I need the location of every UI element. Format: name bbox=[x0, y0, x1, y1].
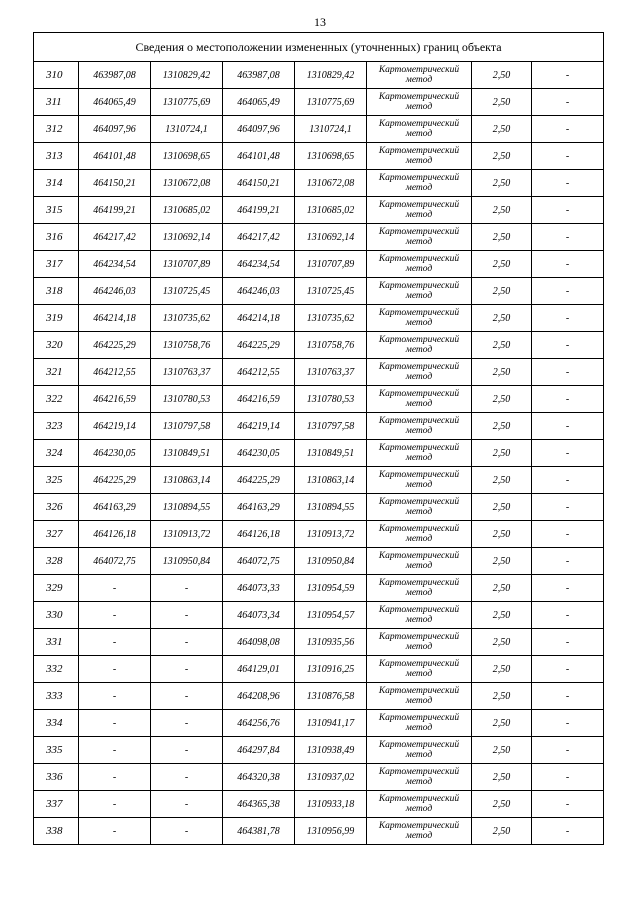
new-x-cell: 464225,29 bbox=[223, 467, 295, 494]
point-number-cell: 336 bbox=[34, 764, 79, 791]
old-y-cell: 1310758,76 bbox=[151, 332, 223, 359]
description-cell: - bbox=[532, 575, 604, 602]
method-cell: Картометрический метод bbox=[367, 386, 472, 413]
new-y-cell: 1310758,76 bbox=[295, 332, 367, 359]
new-y-cell: 1310685,02 bbox=[295, 197, 367, 224]
table-row bbox=[34, 170, 604, 197]
accuracy-cell: 2,50 bbox=[472, 602, 532, 629]
method-cell: Картометрический метод bbox=[367, 737, 472, 764]
table-row bbox=[34, 818, 604, 845]
table-row bbox=[34, 197, 604, 224]
new-y-cell: 1310775,69 bbox=[295, 89, 367, 116]
table-row bbox=[34, 575, 604, 602]
description-cell: - bbox=[532, 413, 604, 440]
method-cell: Картометрический метод bbox=[367, 440, 472, 467]
old-x-cell: 464216,59 bbox=[79, 386, 151, 413]
table-row bbox=[34, 683, 604, 710]
new-x-cell: 464163,29 bbox=[223, 494, 295, 521]
description-cell: - bbox=[532, 602, 604, 629]
accuracy-cell: 2,50 bbox=[472, 170, 532, 197]
point-number-cell: 332 bbox=[34, 656, 79, 683]
table-title: Сведения о местоположении измененных (уточненных) границ объекта bbox=[34, 33, 604, 62]
old-x-cell: - bbox=[79, 737, 151, 764]
point-number-cell: 324 bbox=[34, 440, 79, 467]
new-y-cell: 1310672,08 bbox=[295, 170, 367, 197]
new-x-cell: 464320,38 bbox=[223, 764, 295, 791]
new-y-cell: 1310935,56 bbox=[295, 629, 367, 656]
old-y-cell: 1310698,65 bbox=[151, 143, 223, 170]
table-row bbox=[34, 791, 604, 818]
new-x-cell: 464230,05 bbox=[223, 440, 295, 467]
table-row bbox=[34, 467, 604, 494]
old-x-cell: 464217,42 bbox=[79, 224, 151, 251]
description-cell: - bbox=[532, 116, 604, 143]
point-number-cell: 321 bbox=[34, 359, 79, 386]
method-cell: Картометрический метод bbox=[367, 791, 472, 818]
old-y-cell: - bbox=[151, 602, 223, 629]
new-y-cell: 1310876,58 bbox=[295, 683, 367, 710]
new-x-cell: 464097,96 bbox=[223, 116, 295, 143]
accuracy-cell: 2,50 bbox=[472, 467, 532, 494]
table-row bbox=[34, 359, 604, 386]
old-y-cell: - bbox=[151, 764, 223, 791]
accuracy-cell: 2,50 bbox=[472, 629, 532, 656]
old-y-cell: 1310863,14 bbox=[151, 467, 223, 494]
old-x-cell: 464101,48 bbox=[79, 143, 151, 170]
new-x-cell: 464225,29 bbox=[223, 332, 295, 359]
new-x-cell: 464214,18 bbox=[223, 305, 295, 332]
point-number-cell: 338 bbox=[34, 818, 79, 845]
accuracy-cell: 2,50 bbox=[472, 116, 532, 143]
accuracy-cell: 2,50 bbox=[472, 656, 532, 683]
accuracy-cell: 2,50 bbox=[472, 278, 532, 305]
method-cell: Картометрический метод bbox=[367, 170, 472, 197]
new-y-cell: 1310894,55 bbox=[295, 494, 367, 521]
method-cell: Картометрический метод bbox=[367, 359, 472, 386]
old-x-cell: - bbox=[79, 818, 151, 845]
new-x-cell: 464365,38 bbox=[223, 791, 295, 818]
point-number-cell: 314 bbox=[34, 170, 79, 197]
page-number: 13 bbox=[314, 15, 326, 29]
description-cell: - bbox=[532, 737, 604, 764]
accuracy-cell: 2,50 bbox=[472, 386, 532, 413]
point-number-cell: 326 bbox=[34, 494, 79, 521]
method-cell: Картометрический метод bbox=[367, 197, 472, 224]
method-cell: Картометрический метод bbox=[367, 710, 472, 737]
description-cell: - bbox=[532, 332, 604, 359]
method-cell: Картометрический метод bbox=[367, 251, 472, 278]
accuracy-cell: 2,50 bbox=[472, 548, 532, 575]
table-row bbox=[34, 521, 604, 548]
description-cell: - bbox=[532, 197, 604, 224]
accuracy-cell: 2,50 bbox=[472, 818, 532, 845]
new-y-cell: 1310933,18 bbox=[295, 791, 367, 818]
point-number-cell: 318 bbox=[34, 278, 79, 305]
point-number-cell: 312 bbox=[34, 116, 79, 143]
description-cell: - bbox=[532, 521, 604, 548]
new-y-cell: 1310698,65 bbox=[295, 143, 367, 170]
table-row bbox=[34, 629, 604, 656]
description-cell: - bbox=[532, 629, 604, 656]
table-row bbox=[34, 143, 604, 170]
description-cell: - bbox=[532, 683, 604, 710]
accuracy-cell: 2,50 bbox=[472, 224, 532, 251]
description-cell: - bbox=[532, 386, 604, 413]
old-y-cell: 1310707,89 bbox=[151, 251, 223, 278]
new-x-cell: 464073,33 bbox=[223, 575, 295, 602]
table-row bbox=[34, 116, 604, 143]
old-y-cell: 1310672,08 bbox=[151, 170, 223, 197]
new-x-cell: 464073,34 bbox=[223, 602, 295, 629]
method-cell: Картометрический метод bbox=[367, 62, 472, 89]
new-x-cell: 463987,08 bbox=[223, 62, 295, 89]
new-x-cell: 464208,96 bbox=[223, 683, 295, 710]
new-x-cell: 464072,75 bbox=[223, 548, 295, 575]
point-number-cell: 335 bbox=[34, 737, 79, 764]
new-y-cell: 1310725,45 bbox=[295, 278, 367, 305]
point-number-cell: 328 bbox=[34, 548, 79, 575]
table-row bbox=[34, 62, 604, 89]
accuracy-cell: 2,50 bbox=[472, 683, 532, 710]
point-number-cell: 333 bbox=[34, 683, 79, 710]
new-y-cell: 1310692,14 bbox=[295, 224, 367, 251]
method-cell: Картометрический метод bbox=[367, 656, 472, 683]
point-number-cell: 315 bbox=[34, 197, 79, 224]
table-row bbox=[34, 656, 604, 683]
old-x-cell: 464225,29 bbox=[79, 332, 151, 359]
old-x-cell: - bbox=[79, 629, 151, 656]
description-cell: - bbox=[532, 818, 604, 845]
old-x-cell: - bbox=[79, 791, 151, 818]
old-x-cell: 464219,14 bbox=[79, 413, 151, 440]
table-title-row bbox=[34, 33, 604, 62]
accuracy-cell: 2,50 bbox=[472, 494, 532, 521]
point-number-cell: 323 bbox=[34, 413, 79, 440]
old-y-cell: - bbox=[151, 737, 223, 764]
method-cell: Картометрический метод bbox=[367, 413, 472, 440]
point-number-cell: 331 bbox=[34, 629, 79, 656]
accuracy-cell: 2,50 bbox=[472, 764, 532, 791]
description-cell: - bbox=[532, 548, 604, 575]
method-cell: Картометрический метод bbox=[367, 224, 472, 251]
description-cell: - bbox=[532, 467, 604, 494]
point-number-cell: 316 bbox=[34, 224, 79, 251]
table-row bbox=[34, 413, 604, 440]
description-cell: - bbox=[532, 251, 604, 278]
new-x-cell: 464256,76 bbox=[223, 710, 295, 737]
table-body bbox=[34, 62, 604, 845]
accuracy-cell: 2,50 bbox=[472, 305, 532, 332]
new-y-cell: 1310938,49 bbox=[295, 737, 367, 764]
new-x-cell: 464246,03 bbox=[223, 278, 295, 305]
accuracy-cell: 2,50 bbox=[472, 413, 532, 440]
old-x-cell: 464214,18 bbox=[79, 305, 151, 332]
new-y-cell: 1310916,25 bbox=[295, 656, 367, 683]
description-cell: - bbox=[532, 89, 604, 116]
old-y-cell: 1310725,45 bbox=[151, 278, 223, 305]
method-cell: Картометрический метод bbox=[367, 683, 472, 710]
description-cell: - bbox=[532, 764, 604, 791]
old-x-cell: 463987,08 bbox=[79, 62, 151, 89]
accuracy-cell: 2,50 bbox=[472, 197, 532, 224]
new-x-cell: 464101,48 bbox=[223, 143, 295, 170]
new-y-cell: 1310954,57 bbox=[295, 602, 367, 629]
accuracy-cell: 2,50 bbox=[472, 62, 532, 89]
method-cell: Картометрический метод bbox=[367, 764, 472, 791]
new-y-cell: 1310954,59 bbox=[295, 575, 367, 602]
table-row bbox=[34, 251, 604, 278]
table-row bbox=[34, 764, 604, 791]
accuracy-cell: 2,50 bbox=[472, 575, 532, 602]
new-y-cell: 1310763,37 bbox=[295, 359, 367, 386]
description-cell: - bbox=[532, 656, 604, 683]
point-number-cell: 330 bbox=[34, 602, 79, 629]
accuracy-cell: 2,50 bbox=[472, 251, 532, 278]
old-y-cell: - bbox=[151, 710, 223, 737]
old-x-cell: 464246,03 bbox=[79, 278, 151, 305]
new-x-cell: 464234,54 bbox=[223, 251, 295, 278]
description-cell: - bbox=[532, 62, 604, 89]
new-y-cell: 1310941,17 bbox=[295, 710, 367, 737]
table-row bbox=[34, 602, 604, 629]
new-y-cell: 1310937,02 bbox=[295, 764, 367, 791]
old-x-cell: 464212,55 bbox=[79, 359, 151, 386]
new-x-cell: 464098,08 bbox=[223, 629, 295, 656]
accuracy-cell: 2,50 bbox=[472, 359, 532, 386]
old-y-cell: 1310763,37 bbox=[151, 359, 223, 386]
description-cell: - bbox=[532, 791, 604, 818]
method-cell: Картометрический метод bbox=[367, 629, 472, 656]
old-y-cell: 1310780,53 bbox=[151, 386, 223, 413]
old-y-cell: - bbox=[151, 683, 223, 710]
method-cell: Картометрический метод bbox=[367, 116, 472, 143]
old-x-cell: 464230,05 bbox=[79, 440, 151, 467]
old-y-cell: 1310829,42 bbox=[151, 62, 223, 89]
old-y-cell: 1310724,1 bbox=[151, 116, 223, 143]
new-x-cell: 464150,21 bbox=[223, 170, 295, 197]
old-x-cell: 464225,29 bbox=[79, 467, 151, 494]
new-x-cell: 464199,21 bbox=[223, 197, 295, 224]
table-row bbox=[34, 440, 604, 467]
new-x-cell: 464212,55 bbox=[223, 359, 295, 386]
description-cell: - bbox=[532, 278, 604, 305]
new-y-cell: 1310950,84 bbox=[295, 548, 367, 575]
method-cell: Картометрический метод bbox=[367, 548, 472, 575]
method-cell: Картометрический метод bbox=[367, 494, 472, 521]
old-y-cell: 1310849,51 bbox=[151, 440, 223, 467]
new-y-cell: 1310707,89 bbox=[295, 251, 367, 278]
method-cell: Картометрический метод bbox=[367, 305, 472, 332]
old-y-cell: - bbox=[151, 575, 223, 602]
table-row bbox=[34, 332, 604, 359]
table-row bbox=[34, 494, 604, 521]
method-cell: Картометрический метод bbox=[367, 332, 472, 359]
method-cell: Картометрический метод bbox=[367, 818, 472, 845]
description-cell: - bbox=[532, 440, 604, 467]
old-y-cell: 1310913,72 bbox=[151, 521, 223, 548]
old-x-cell: - bbox=[79, 602, 151, 629]
old-y-cell: - bbox=[151, 629, 223, 656]
old-y-cell: 1310692,14 bbox=[151, 224, 223, 251]
old-y-cell: 1310735,62 bbox=[151, 305, 223, 332]
description-cell: - bbox=[532, 143, 604, 170]
old-x-cell: 464234,54 bbox=[79, 251, 151, 278]
new-y-cell: 1310797,58 bbox=[295, 413, 367, 440]
new-x-cell: 464216,59 bbox=[223, 386, 295, 413]
description-cell: - bbox=[532, 359, 604, 386]
old-y-cell: - bbox=[151, 791, 223, 818]
table-row bbox=[34, 89, 604, 116]
new-y-cell: 1310849,51 bbox=[295, 440, 367, 467]
table-row bbox=[34, 305, 604, 332]
new-y-cell: 1310829,42 bbox=[295, 62, 367, 89]
point-number-cell: 317 bbox=[34, 251, 79, 278]
old-x-cell: 464072,75 bbox=[79, 548, 151, 575]
table-row bbox=[34, 737, 604, 764]
old-x-cell: - bbox=[79, 764, 151, 791]
new-y-cell: 1310913,72 bbox=[295, 521, 367, 548]
method-cell: Картометрический метод bbox=[367, 143, 472, 170]
accuracy-cell: 2,50 bbox=[472, 332, 532, 359]
old-x-cell: 464065,49 bbox=[79, 89, 151, 116]
point-number-cell: 329 bbox=[34, 575, 79, 602]
old-x-cell: - bbox=[79, 656, 151, 683]
new-x-cell: 464065,49 bbox=[223, 89, 295, 116]
table-row bbox=[34, 386, 604, 413]
old-x-cell: - bbox=[79, 683, 151, 710]
method-cell: Картометрический метод bbox=[367, 602, 472, 629]
new-y-cell: 1310724,1 bbox=[295, 116, 367, 143]
new-y-cell: 1310735,62 bbox=[295, 305, 367, 332]
accuracy-cell: 2,50 bbox=[472, 791, 532, 818]
accuracy-cell: 2,50 bbox=[472, 737, 532, 764]
method-cell: Картометрический метод bbox=[367, 521, 472, 548]
new-y-cell: 1310780,53 bbox=[295, 386, 367, 413]
accuracy-cell: 2,50 bbox=[472, 521, 532, 548]
point-number-cell: 337 bbox=[34, 791, 79, 818]
method-cell: Картометрический метод bbox=[367, 575, 472, 602]
accuracy-cell: 2,50 bbox=[472, 710, 532, 737]
point-number-cell: 327 bbox=[34, 521, 79, 548]
old-x-cell: 464150,21 bbox=[79, 170, 151, 197]
point-number-cell: 325 bbox=[34, 467, 79, 494]
accuracy-cell: 2,50 bbox=[472, 143, 532, 170]
old-x-cell: - bbox=[79, 575, 151, 602]
old-y-cell: 1310950,84 bbox=[151, 548, 223, 575]
point-number-cell: 310 bbox=[34, 62, 79, 89]
new-x-cell: 464217,42 bbox=[223, 224, 295, 251]
old-x-cell: 464163,29 bbox=[79, 494, 151, 521]
point-number-cell: 319 bbox=[34, 305, 79, 332]
old-y-cell: 1310894,55 bbox=[151, 494, 223, 521]
old-x-cell: - bbox=[79, 710, 151, 737]
description-cell: - bbox=[532, 305, 604, 332]
accuracy-cell: 2,50 bbox=[472, 89, 532, 116]
method-cell: Картометрический метод bbox=[367, 89, 472, 116]
new-x-cell: 464126,18 bbox=[223, 521, 295, 548]
new-y-cell: 1310956,99 bbox=[295, 818, 367, 845]
description-cell: - bbox=[532, 494, 604, 521]
table-row bbox=[34, 278, 604, 305]
method-cell: Картометрический метод bbox=[367, 467, 472, 494]
point-number-cell: 334 bbox=[34, 710, 79, 737]
new-x-cell: 464129,01 bbox=[223, 656, 295, 683]
new-x-cell: 464219,14 bbox=[223, 413, 295, 440]
point-number-cell: 313 bbox=[34, 143, 79, 170]
accuracy-cell: 2,50 bbox=[472, 440, 532, 467]
new-y-cell: 1310863,14 bbox=[295, 467, 367, 494]
old-y-cell: 1310775,69 bbox=[151, 89, 223, 116]
old-x-cell: 464199,21 bbox=[79, 197, 151, 224]
description-cell: - bbox=[532, 710, 604, 737]
table-row bbox=[34, 224, 604, 251]
description-cell: - bbox=[532, 170, 604, 197]
new-x-cell: 464381,78 bbox=[223, 818, 295, 845]
old-x-cell: 464097,96 bbox=[79, 116, 151, 143]
table-row bbox=[34, 548, 604, 575]
point-number-cell: 320 bbox=[34, 332, 79, 359]
old-y-cell: 1310797,58 bbox=[151, 413, 223, 440]
old-y-cell: 1310685,02 bbox=[151, 197, 223, 224]
old-x-cell: 464126,18 bbox=[79, 521, 151, 548]
new-x-cell: 464297,84 bbox=[223, 737, 295, 764]
point-number-cell: 311 bbox=[34, 89, 79, 116]
point-number-cell: 322 bbox=[34, 386, 79, 413]
table-row bbox=[34, 710, 604, 737]
method-cell: Картометрический метод bbox=[367, 278, 472, 305]
old-y-cell: - bbox=[151, 656, 223, 683]
old-y-cell: - bbox=[151, 818, 223, 845]
description-cell: - bbox=[532, 224, 604, 251]
boundary-coordinates-table bbox=[33, 32, 604, 845]
